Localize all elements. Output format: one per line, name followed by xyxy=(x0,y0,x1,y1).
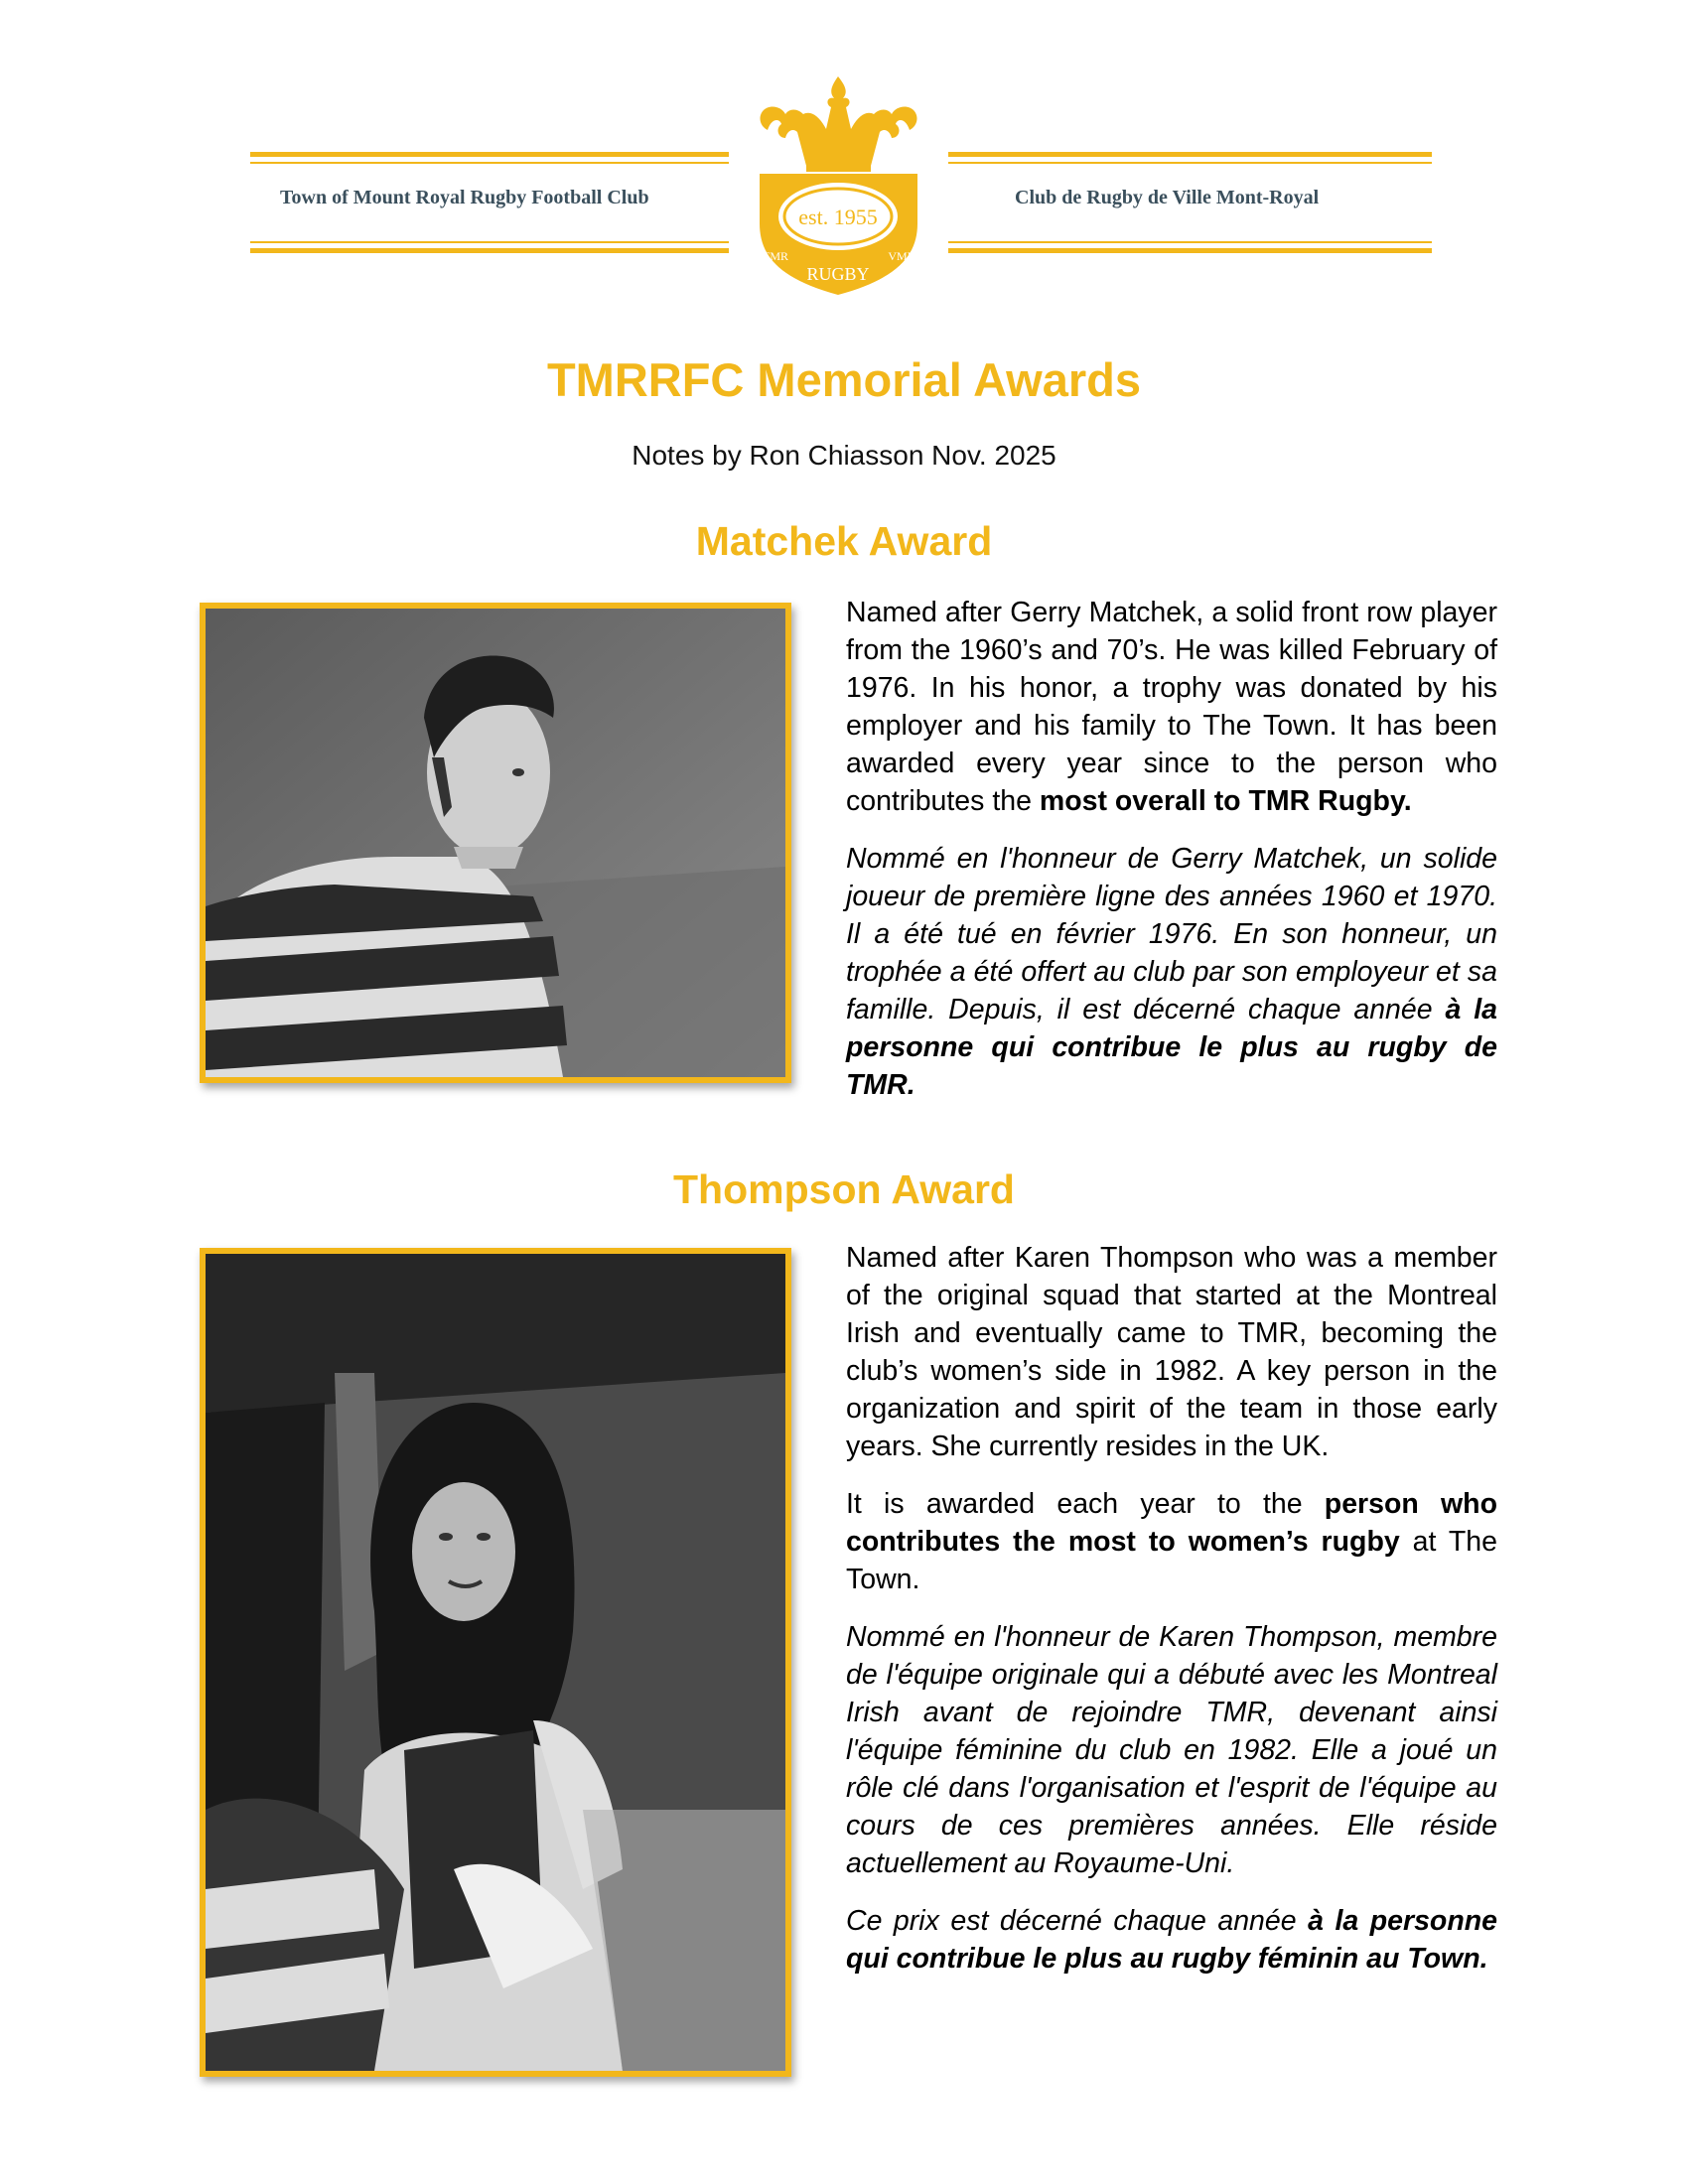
header-rule-left-top-thin xyxy=(250,162,729,164)
photo-gerry-matchek xyxy=(200,603,791,1083)
header-rule-right-top-thin xyxy=(948,162,1432,164)
thompson-en-2-after: at The Town. xyxy=(846,1526,1497,1595)
header-rule-right-bottom xyxy=(948,248,1432,253)
header-rule-right-bottom-thin xyxy=(948,241,1432,243)
crest-right-tag: VMR xyxy=(888,249,915,263)
header-rule-left-bottom-thin xyxy=(250,241,729,243)
club-name-french: Club de Rugby de Ville Mont-Royal xyxy=(1015,187,1320,208)
thompson-fr-2-bold: à la personne qui contribue le plus au rugby féminin au Town. xyxy=(846,1905,1497,1975)
header-rule-left-top xyxy=(250,152,729,157)
header-rule-left-bottom xyxy=(250,248,729,253)
matchek-paragraph-fr xyxy=(846,840,1497,1104)
matchek-description xyxy=(846,594,1497,1124)
thompson-en-1-text: Named after Karen Thompson who was a member of the original squad that started at the Montreal Irish and eventually came to TMR, becoming the club’s women’s side in 1982. A key person in the organization and spirit of the team in those early years. She currently resides in the UK. xyxy=(846,1242,1497,1462)
crest-est-text: est. 1955 xyxy=(798,205,878,229)
thompson-en-2-bold: person who contributes the most to women’s rugby xyxy=(846,1488,1497,1558)
matchek-en-bold: most overall to TMR Rugby. xyxy=(1039,785,1412,817)
byline: Notes by Ron Chiasson Nov. 2025 xyxy=(632,440,1056,471)
matchek-paragraph-en xyxy=(846,594,1497,820)
award-heading-thompson: Thompson Award xyxy=(673,1166,1015,1212)
matchek-fr-bold: à la personne qui contribue le plus au rugby de TMR. xyxy=(846,994,1497,1101)
crest-banner-text: RUGBY xyxy=(806,264,870,284)
thompson-paragraph-en-2 xyxy=(846,1485,1497,1598)
club-crest-logo xyxy=(752,74,925,298)
crown-icon xyxy=(761,76,917,166)
thompson-paragraph-fr-1 xyxy=(846,1618,1497,1882)
header-rule-right-top xyxy=(948,152,1432,157)
thompson-fr-2-text: Ce prix est décerné chaque année xyxy=(846,1905,1309,1937)
matchek-fr-text: Nommé en l'honneur de Gerry Matchek, un solide joueur de première ligne des années 1960 et 1970. Il a été tué en février 1976. En son honneur, un trophée a été offert au club par son employeur et sa famille. Depuis, il est décerné chaque année xyxy=(846,843,1497,1025)
crest-left-tag: TMR xyxy=(762,249,789,263)
page-title: TMRRFC Memorial Awards xyxy=(546,353,1142,406)
photo-karen-thompson xyxy=(200,1248,791,2077)
thompson-en-2-text: It is awarded each year to the xyxy=(846,1488,1325,1520)
award-heading-matchek: Matchek Award xyxy=(695,518,993,564)
thompson-paragraph-fr-2 xyxy=(846,1902,1497,1978)
thompson-paragraph-en-1 xyxy=(846,1239,1497,1465)
matchek-en-text: Named after Gerry Matchek, a solid front row player from the 1960’s and 70’s. He was killed February of 1976. In his honor, a trophy was donated by his employer and his family to The Town. It has been awarded every year since to the person who contributes the xyxy=(846,597,1497,817)
thompson-fr-1-text: Nommé en l'honneur de Karen Thompson, membre de l'équipe originale qui a débuté avec les Montreal Irish avant de rejoindre TMR, devenant ainsi l'équipe féminine du club en 1982. Elle a joué un rôle clé dans l'organisation et l'esprit de l'équipe au cours de ces premières années. Elle réside actuellement au Royaume-Uni. xyxy=(846,1621,1497,1879)
club-name-english: Town of Mount Royal Rugby Football Club xyxy=(280,187,649,208)
club-header xyxy=(250,74,1432,303)
thompson-description xyxy=(846,1239,1497,1997)
